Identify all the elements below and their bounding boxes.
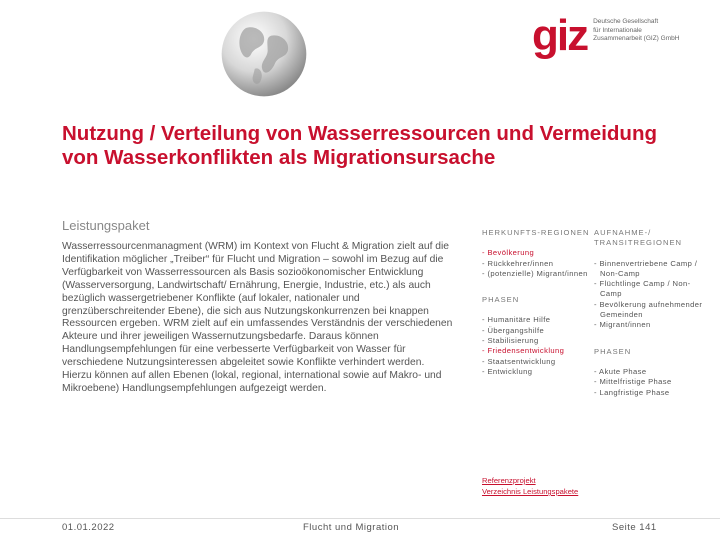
aufnahme-heading: AUFNAHME-/ TRANSITREGIONEN xyxy=(594,228,682,248)
list-item: - Humanitäre Hilfe xyxy=(482,315,592,325)
footer-date: 01.01.2022 xyxy=(62,522,115,533)
page-title: Nutzung / Verteilung von Wasserressourcen und Vermeidung von Wasserkonflikten als Migrationsursache xyxy=(62,122,657,169)
list-item: - Friedensentwicklung xyxy=(482,346,592,356)
list-item: - Mittelfristige Phase xyxy=(594,377,704,387)
body-paragraph: Wasserressourcenmanagment (WRM) im Kontext von Flucht & Migration zielt auf die Identifikation möglicher „Treiber“ für Flucht und Migration – sowohl im Bezug auf die Verfügbarkeit von Wasserressourcen als Basis sozioökonomischer Entwicklung (Wasserversorgung, Landwirtschaft/ Ernährung, Energie, Industrie, etc.) als auch bezüglich wassergetriebener Konflikte (auf lokaler, nationaler und grenzüberschreitender Ebene), die sich aus Nutzungskonkurrenzen bei knappen Ressourcen ergeben. WRM zielt auf ein umfassendes Verständnis der verschiedenen Akteure und ihrer jeweiligen Wassernutzungsbedarfe. Daraus können Handlungsempfehlungen für eine verbesserte Verfügbarkeit von Wasser für verschiedene Nutzungsinteressen abgeleitet sowie Konflikte verhindert werden. Hierzu können auf allen Ebenen (lokal, regional, international sowie auf Makro- und Mikroebene) Handlungsempfehlungen aufgezeigt werden. xyxy=(62,241,453,394)
footer-page-number: Seite 141 xyxy=(612,522,657,533)
aufnahme-phases-heading: PHASEN xyxy=(594,346,632,356)
giz-logo xyxy=(532,11,683,60)
logo-wordmark: giz xyxy=(532,11,588,60)
reference-project-link[interactable]: Referenzprojekt xyxy=(482,476,536,485)
herkunft-phases-heading: PHASEN xyxy=(482,295,520,305)
herkunft-column xyxy=(482,228,592,377)
list-item: - Bevölkerung xyxy=(482,248,592,258)
logo-organization-name: Deutsche Gesellschaft für Internationale Zusammenarbeit (GIZ) GmbH xyxy=(593,18,680,42)
aufnahme-column xyxy=(594,228,704,398)
list-item: - (potenzielle) Migrant/innen xyxy=(482,269,592,279)
footer-divider xyxy=(0,518,720,519)
related-links xyxy=(482,475,578,497)
directory-link[interactable]: Verzeichnis Leistungspakete xyxy=(482,487,579,496)
list-item: - Staatsentwicklung xyxy=(482,357,592,367)
aufnahme-groups-list xyxy=(594,259,704,331)
section-subtitle: Leistungspaket xyxy=(62,218,150,233)
list-item: - Bevölkerung aufnehmender Gemeinden xyxy=(594,300,704,321)
footer-topic: Flucht und Migration xyxy=(303,522,400,533)
list-item: - Flüchtlinge Camp / Non-Camp xyxy=(594,279,704,300)
globe-icon xyxy=(218,8,310,100)
list-item: - Übergangshilfe xyxy=(482,326,592,336)
list-item: - Akute Phase xyxy=(594,367,704,377)
list-item: - Entwicklung xyxy=(482,367,592,377)
herkunft-heading: HERKUNFTS-REGIONEN xyxy=(482,228,590,237)
list-item: - Langfristige Phase xyxy=(594,388,704,398)
herkunft-groups-list xyxy=(482,248,592,279)
herkunft-phases-list xyxy=(482,315,592,377)
aufnahme-phases-list xyxy=(594,367,704,398)
list-item: - Migrant/innen xyxy=(594,320,704,330)
list-item: - Rückkehrer/innen xyxy=(482,259,592,269)
list-item: - Stabilisierung xyxy=(482,336,592,346)
list-item: - Binnenvertriebene Camp / Non-Camp xyxy=(594,259,704,280)
